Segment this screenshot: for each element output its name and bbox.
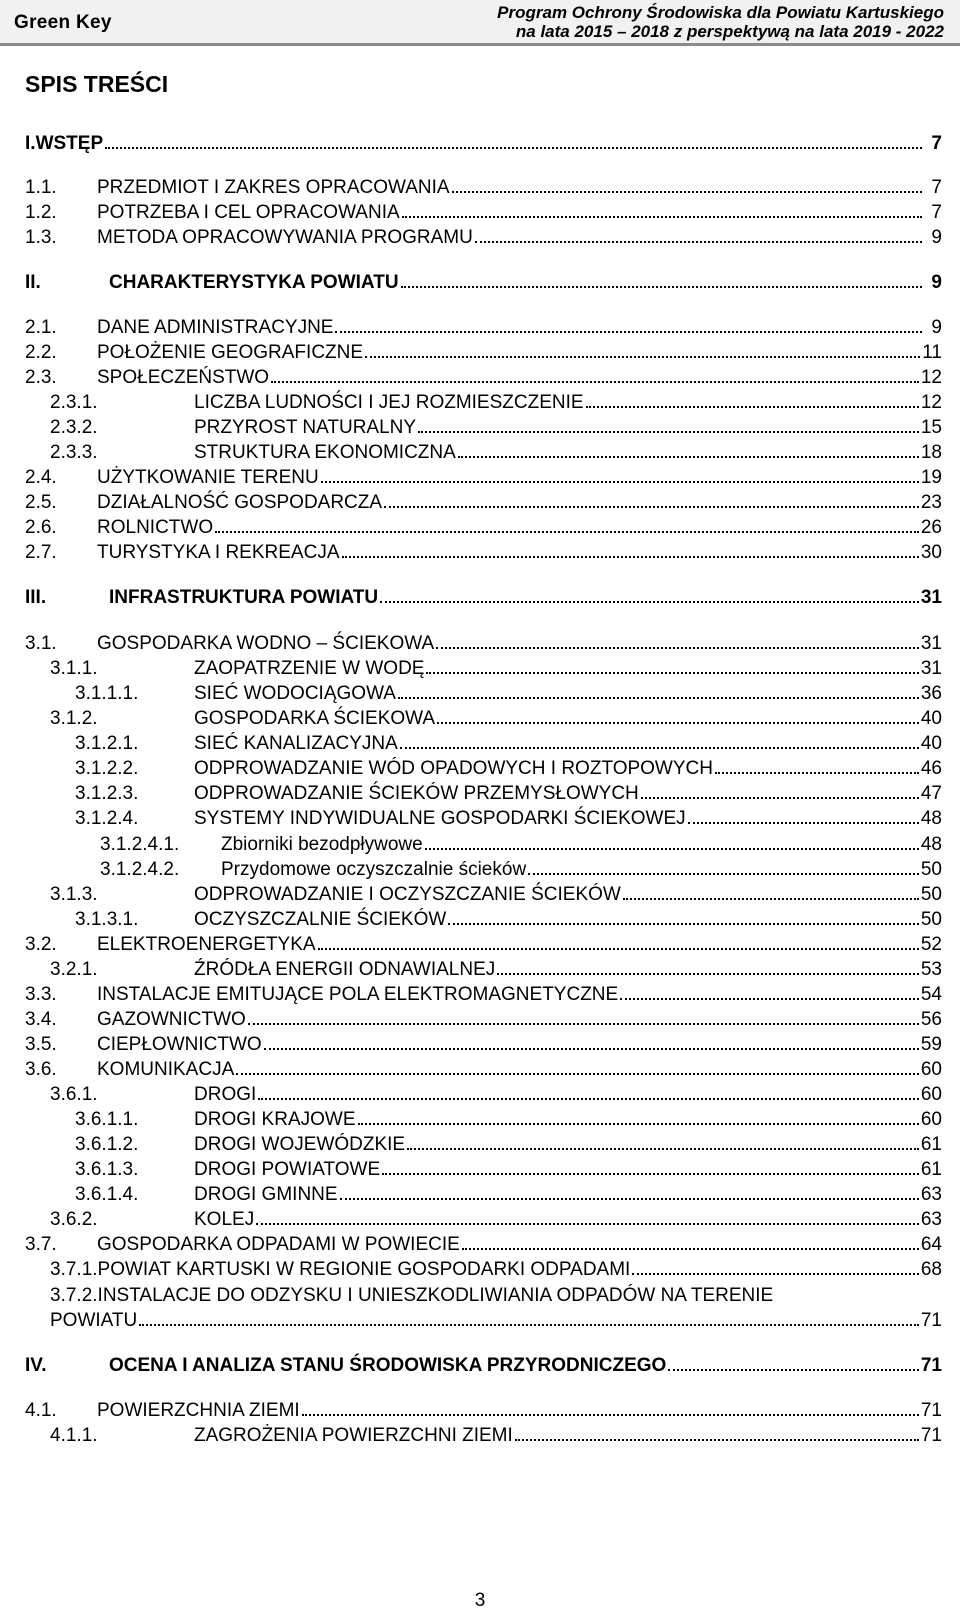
toc-entry-number: 2.5. — [25, 492, 57, 513]
toc-entry-title: INSTALACJE EMITUJĄCE POLA ELEKTROMAGNETYCZNE — [97, 984, 619, 1005]
toc-entry-title: STRUKTURA EKONOMICZNA — [194, 442, 456, 463]
toc-entry-number: 2.3.1. — [50, 392, 98, 413]
dot-leader — [688, 821, 919, 824]
toc-entry-page: 31 — [920, 633, 942, 654]
dot-leader — [358, 1122, 919, 1125]
toc-entry-number: 4.1. — [25, 1400, 57, 1421]
toc-entry[interactable] — [75, 780, 942, 808]
toc-entry-page: 61 — [920, 1159, 942, 1180]
toc-entry-page: 26 — [920, 517, 942, 538]
toc-entry-page: 7 — [931, 202, 942, 223]
toc-entry-number: I. — [25, 133, 36, 154]
toc-entry-page: 9 — [931, 272, 942, 293]
dot-leader — [475, 240, 922, 243]
toc-entry-page: 18 — [920, 442, 942, 463]
toc-entry-page: 12 — [920, 367, 942, 388]
toc-entry[interactable] — [50, 439, 942, 467]
toc-entry[interactable] — [25, 1031, 942, 1059]
toc-entry[interactable] — [25, 314, 942, 342]
toc-entry-title: INSTALACJE DO ODZYSKU I UNIESZKODLIWIANIA ODPADÓW NA TERENIE — [97, 1285, 774, 1306]
toc-entry-title: UŻYTKOWANIE TERENU — [97, 467, 319, 488]
toc-entry-page: 56 — [920, 1009, 942, 1030]
toc-entry[interactable] — [25, 1231, 942, 1259]
toc-entry[interactable] — [75, 680, 942, 708]
toc-entry[interactable] — [25, 981, 942, 1009]
toc-entry[interactable] — [75, 805, 942, 833]
toc-entry-page: 71 — [920, 1355, 942, 1376]
toc-entry-page: 23 — [920, 492, 942, 513]
toc-entry[interactable] — [75, 1131, 942, 1159]
toc-entry-number: 3.5. — [25, 1034, 57, 1055]
toc-entry-title: ŹRÓDŁA ENERGII ODNAWIALNEJ — [194, 959, 496, 980]
toc-entry-number: 3.7. — [25, 1234, 57, 1255]
toc-entry[interactable] — [25, 269, 942, 297]
toc-entry[interactable] — [100, 831, 942, 859]
toc-entry-page: 40 — [920, 708, 942, 729]
toc-entry-title: POŁOŻENIE GEOGRAFICZNE — [97, 342, 364, 363]
toc-entry[interactable] — [75, 906, 942, 934]
dot-leader — [215, 530, 919, 533]
toc-entry-page: 46 — [920, 758, 942, 779]
toc-entry-page: 7 — [931, 177, 942, 198]
toc-entry-page: 52 — [920, 934, 942, 955]
toc-entry[interactable] — [75, 730, 942, 758]
toc-entry[interactable] — [75, 1156, 942, 1184]
dot-leader — [436, 646, 919, 649]
toc-entry[interactable] — [25, 489, 942, 517]
toc-entry-page: 63 — [920, 1209, 942, 1230]
toc-entry-number: II. — [25, 272, 41, 293]
toc-entry-page: 40 — [920, 733, 942, 754]
dot-leader — [384, 505, 919, 508]
toc-entry-number: 3.1.2.2. — [75, 758, 139, 779]
toc-title: SPIS TREŚCI — [25, 71, 169, 97]
toc-entry[interactable] — [25, 174, 942, 202]
toc-entry-page: 61 — [920, 1134, 942, 1155]
toc-entry-title: GOSPODARKA ODPADAMI W POWIECIE — [97, 1234, 460, 1255]
toc-entry-number: 3.6.2. — [50, 1209, 98, 1230]
toc-entry[interactable] — [50, 705, 942, 733]
toc-entry-title: CHARAKTERYSTYKA POWIATU — [109, 272, 399, 293]
toc-entry-page: 64 — [920, 1234, 942, 1255]
toc-entry-title: SIEĆ WODOCIĄGOWA — [194, 683, 396, 704]
toc-entry-title: LICZBA LUDNOŚCI I JEJ ROZMIESZCZENIE — [194, 392, 584, 413]
toc-entry-title: POTRZEBA I CEL OPRACOWANIA — [97, 202, 400, 223]
toc-entry[interactable] — [25, 464, 942, 492]
toc-entry-page: 36 — [920, 683, 942, 704]
toc-entry-page: 7 — [931, 133, 942, 154]
toc-entry-number: 3.7.1. — [50, 1259, 98, 1280]
dot-leader — [620, 997, 919, 1000]
toc-entry-page: 31 — [920, 587, 942, 608]
toc-entry-number: 2.6. — [25, 517, 57, 538]
toc-entry[interactable] — [25, 199, 942, 227]
toc-entry-page: 54 — [920, 984, 942, 1005]
toc-entry[interactable] — [50, 1081, 942, 1109]
toc-entry[interactable] — [25, 1397, 942, 1425]
dot-leader — [528, 872, 919, 875]
toc-entry[interactable] — [25, 224, 942, 252]
toc-entry-title: Zbiorniki bezodpływowe — [221, 834, 423, 855]
toc-entry-number: 2.7. — [25, 542, 57, 563]
toc-entry-number: 3.1.2.3. — [75, 783, 139, 804]
toc-entry-title: KOLEJ — [194, 1209, 255, 1230]
dot-leader — [342, 555, 919, 558]
dot-leader — [641, 796, 919, 799]
toc-entry[interactable] — [25, 1352, 942, 1380]
dot-leader — [452, 190, 922, 193]
toc-entry-number: 3.6.1.4. — [75, 1184, 139, 1205]
toc-entry[interactable] — [25, 514, 942, 542]
toc-entry-number: 3.1.1.1. — [75, 683, 139, 704]
page-number: 3 — [474, 1590, 486, 1611]
toc-entry-title: ELEKTROENERGETYKA — [97, 934, 316, 955]
toc-entry-number: 3.1.1. — [50, 658, 98, 679]
program-title-line1: Program Ochrony Środowiska dla Powiatu Kartuskiego — [497, 3, 944, 22]
toc-entry-title: ODPROWADZANIE I OCZYSZCZANIE ŚCIEKÓW — [194, 884, 621, 905]
toc-entry-number: 3.2. — [25, 934, 57, 955]
toc-entry-number: 3.2.1. — [50, 959, 98, 980]
toc-entry-title: DROGI WOJEWÓDZKIE — [194, 1134, 406, 1155]
dot-leader — [380, 600, 919, 603]
dot-leader — [382, 1172, 919, 1175]
toc-entry-title: GAZOWNICTWO — [97, 1009, 246, 1030]
dot-leader — [458, 455, 919, 458]
toc-entry[interactable] — [50, 956, 942, 984]
dot-leader — [139, 1323, 919, 1326]
toc-entry-number: 2.3. — [25, 367, 57, 388]
dot-leader — [632, 1272, 919, 1275]
toc-entry-number: III. — [25, 587, 47, 608]
toc-entry-number: 3.1.3. — [50, 884, 98, 905]
toc-entry-number: 3.1.2.4. — [75, 808, 139, 829]
toc-entry[interactable] — [25, 364, 942, 392]
toc-entry-title: ODPROWADZANIE ŚCIEKÓW PRZEMYSŁOWYCH — [194, 783, 639, 804]
toc-entry-title: DROGI POWIATOWE — [194, 1159, 381, 1180]
toc-entry-number: 1.1. — [25, 177, 57, 198]
toc-entry-title-continuation: POWIATU — [50, 1310, 138, 1331]
toc-entry[interactable] — [50, 414, 942, 442]
dot-leader — [258, 1097, 919, 1100]
dot-leader — [401, 285, 922, 288]
toc-entry-title: DANE ADMINISTRACYJNE — [97, 317, 334, 338]
toc-entry[interactable] — [25, 339, 942, 367]
toc-entry-continuation[interactable] — [50, 1307, 942, 1335]
dot-leader — [715, 771, 919, 774]
dot-leader — [365, 355, 920, 358]
toc-entry[interactable] — [100, 856, 942, 884]
toc-entry[interactable] — [25, 130, 942, 158]
toc-entry-page: 9 — [931, 227, 942, 248]
toc-entry-page: 9 — [931, 317, 942, 338]
toc-entry-title: WSTĘP — [35, 133, 104, 154]
toc-entry[interactable] — [25, 1006, 942, 1034]
toc-entry-page: 11 — [922, 342, 942, 363]
toc-entry-page: 71 — [920, 1425, 942, 1446]
dot-leader — [426, 671, 918, 674]
toc-entry-number: 3.1. — [25, 633, 57, 654]
toc-entry-title: KOMUNIKACJA — [97, 1059, 235, 1080]
dot-leader — [418, 430, 919, 433]
dot-leader — [321, 480, 919, 483]
toc-entry-title: ZAGROŻENIA POWIERZCHNI ZIEMI — [194, 1425, 513, 1446]
toc-entry-title: CIEPŁOWNICTWO — [97, 1034, 262, 1055]
toc-entry-number: 3.1.2.1. — [75, 733, 139, 754]
toc-entry-title: Przydomowe oczyszczalnie ścieków — [221, 859, 527, 880]
toc-entry-number: 2.3.2. — [50, 417, 98, 438]
toc-entry-title: ROLNICTWO — [97, 517, 214, 538]
dot-leader — [515, 1438, 919, 1441]
toc-entry-title: GOSPODARKA WODNO – ŚCIEKOWA — [97, 633, 435, 654]
toc-entry-number: 3.1.2.4.2. — [100, 859, 180, 880]
toc-entry[interactable] — [75, 1181, 942, 1209]
dot-leader — [248, 1022, 919, 1025]
toc-entry-page: 48 — [920, 808, 942, 829]
toc-entry-page: 31 — [920, 658, 942, 679]
toc-entry[interactable] — [50, 1256, 942, 1284]
toc-entry-page: 63 — [920, 1184, 942, 1205]
toc-entry-number: 3.1.3.1. — [75, 909, 139, 930]
toc-entry-number: 3.7.2. — [50, 1285, 98, 1306]
toc-entry[interactable] — [50, 1422, 942, 1450]
dot-leader — [448, 922, 919, 925]
dot-leader — [264, 1047, 919, 1050]
toc-entry[interactable] — [50, 1282, 942, 1310]
toc-entry-number: 3.6.1.2. — [75, 1134, 139, 1155]
dot-leader — [271, 380, 919, 383]
program-title-line2: na lata 2015 – 2018 z perspektywą na lata 2019 - 2022 — [515, 22, 944, 41]
toc-entry-title: TURYSTYKA I REKREACJA — [97, 542, 340, 563]
dot-leader — [668, 1368, 919, 1371]
toc-entry-number: 4.1.1. — [50, 1425, 98, 1446]
toc-entry-page: 68 — [920, 1259, 942, 1280]
toc-entry-title: DZIAŁALNOŚĆ GOSPODARCZA — [97, 492, 383, 513]
toc-entry-title: ZAOPATRZENIE W WODĘ — [194, 658, 425, 679]
toc-entry-number: 3.6. — [25, 1059, 57, 1080]
toc-entry-page: 59 — [920, 1034, 942, 1055]
toc-entry-number: 3.6.1.3. — [75, 1159, 139, 1180]
toc-entry-title: PRZYROST NATURALNY — [194, 417, 417, 438]
toc-entry[interactable] — [75, 1106, 942, 1134]
toc-entry[interactable] — [50, 1206, 942, 1234]
toc-entry-number: 2.3.3. — [50, 442, 98, 463]
dot-leader — [256, 1222, 919, 1225]
dot-leader — [425, 847, 919, 850]
toc-entry-page: 19 — [920, 467, 942, 488]
toc-entry-page: 71 — [920, 1400, 942, 1421]
toc-entry-number: 3.4. — [25, 1009, 57, 1030]
toc-entry-title: PRZEDMIOT I ZAKRES OPRACOWANIA — [97, 177, 450, 198]
toc-entry-title: DROGI KRAJOWE — [194, 1109, 356, 1130]
toc-entry-page: 47 — [920, 783, 942, 804]
toc-entry-page: 50 — [920, 884, 942, 905]
toc-entry[interactable] — [25, 931, 942, 959]
toc-entry-number: 3.3. — [25, 984, 57, 1005]
toc-entry-title: ODPROWADZANIE WÓD OPADOWYCH I ROZTOPOWYCH — [194, 758, 713, 779]
toc-entry-title: POWIAT KARTUSKI W REGIONIE GOSPODARKI ODPADAMI — [97, 1259, 631, 1280]
dot-leader — [407, 1147, 919, 1150]
toc-entry-title: DROGI GMINNE — [194, 1184, 338, 1205]
toc-entry-page: 15 — [920, 417, 942, 438]
toc-entry-number: 2.2. — [25, 342, 57, 363]
toc-entry-title: INFRASTRUKTURA POWIATU — [109, 587, 379, 608]
toc-entry-number: 2.4. — [25, 467, 57, 488]
toc-entry-page: 60 — [920, 1059, 942, 1080]
toc-entry-page: 60 — [920, 1109, 942, 1130]
toc-entry[interactable] — [75, 755, 942, 783]
toc-entry[interactable] — [25, 584, 942, 612]
toc-entry-title: POWIERZCHNIA ZIEMI — [97, 1400, 300, 1421]
toc-entry-title: METODA OPRACOWYWANIA PROGRAMU — [97, 227, 473, 248]
toc-entry-page: 71 — [920, 1310, 942, 1331]
toc-entry-number: 1.2. — [25, 202, 57, 223]
dot-leader — [335, 330, 922, 333]
toc-entry[interactable] — [50, 655, 942, 683]
green-key-logo: Green Key — [14, 12, 112, 33]
toc-entry-number: 3.1.2.4.1. — [100, 834, 180, 855]
toc-entry-title: OCENA I ANALIZA STANU ŚRODOWISKA PRZYRODNICZEGO — [109, 1355, 667, 1376]
toc-entry-title: SIEĆ KANALIZACYJNA — [194, 733, 398, 754]
toc-entry-page: 12 — [920, 392, 942, 413]
toc-entry-number: IV. — [25, 1355, 47, 1376]
toc-entry[interactable] — [50, 389, 942, 417]
dot-leader — [402, 215, 922, 218]
toc-entry-page: 30 — [920, 542, 942, 563]
dot-leader — [105, 146, 922, 149]
dot-leader — [236, 1072, 919, 1075]
toc-entry-title: SYSTEMY INDYWIDUALNE GOSPODARKI ŚCIEKOWEJ — [194, 808, 686, 829]
dot-leader — [302, 1413, 919, 1416]
toc-entry[interactable] — [25, 630, 942, 658]
toc-entry-title: GOSPODARKA ŚCIEKOWA — [194, 708, 436, 729]
dot-leader — [586, 405, 919, 408]
toc-entry-page: 48 — [920, 834, 942, 855]
toc-entry-number: 3.6.1. — [50, 1084, 98, 1105]
toc-entry-title: OCZYSZCZALNIE ŚCIEKÓW — [194, 909, 447, 930]
dot-leader — [340, 1197, 919, 1200]
toc-entry[interactable] — [25, 1056, 942, 1084]
dot-leader — [318, 947, 919, 950]
toc-entry-page: 50 — [920, 909, 942, 930]
toc-entry-title: DROGI — [194, 1084, 257, 1105]
dot-leader — [497, 972, 919, 975]
toc-entry-page: 60 — [920, 1084, 942, 1105]
dot-leader — [623, 897, 919, 900]
dot-leader — [400, 746, 919, 749]
toc-entry-page: 50 — [920, 859, 942, 880]
toc-entry-number: 3.1.2. — [50, 708, 98, 729]
dot-leader — [437, 721, 919, 724]
toc-entry-number: 1.3. — [25, 227, 57, 248]
toc-entry[interactable] — [50, 881, 942, 909]
toc-entry[interactable] — [25, 539, 942, 567]
toc-entry-title: SPOŁECZEŃSTWO — [97, 367, 270, 388]
toc-entry-number: 3.6.1.1. — [75, 1109, 139, 1130]
dot-leader — [398, 696, 919, 699]
dot-leader — [462, 1247, 919, 1250]
toc-entry-number: 2.1. — [25, 317, 57, 338]
toc-entry-page: 53 — [920, 959, 942, 980]
